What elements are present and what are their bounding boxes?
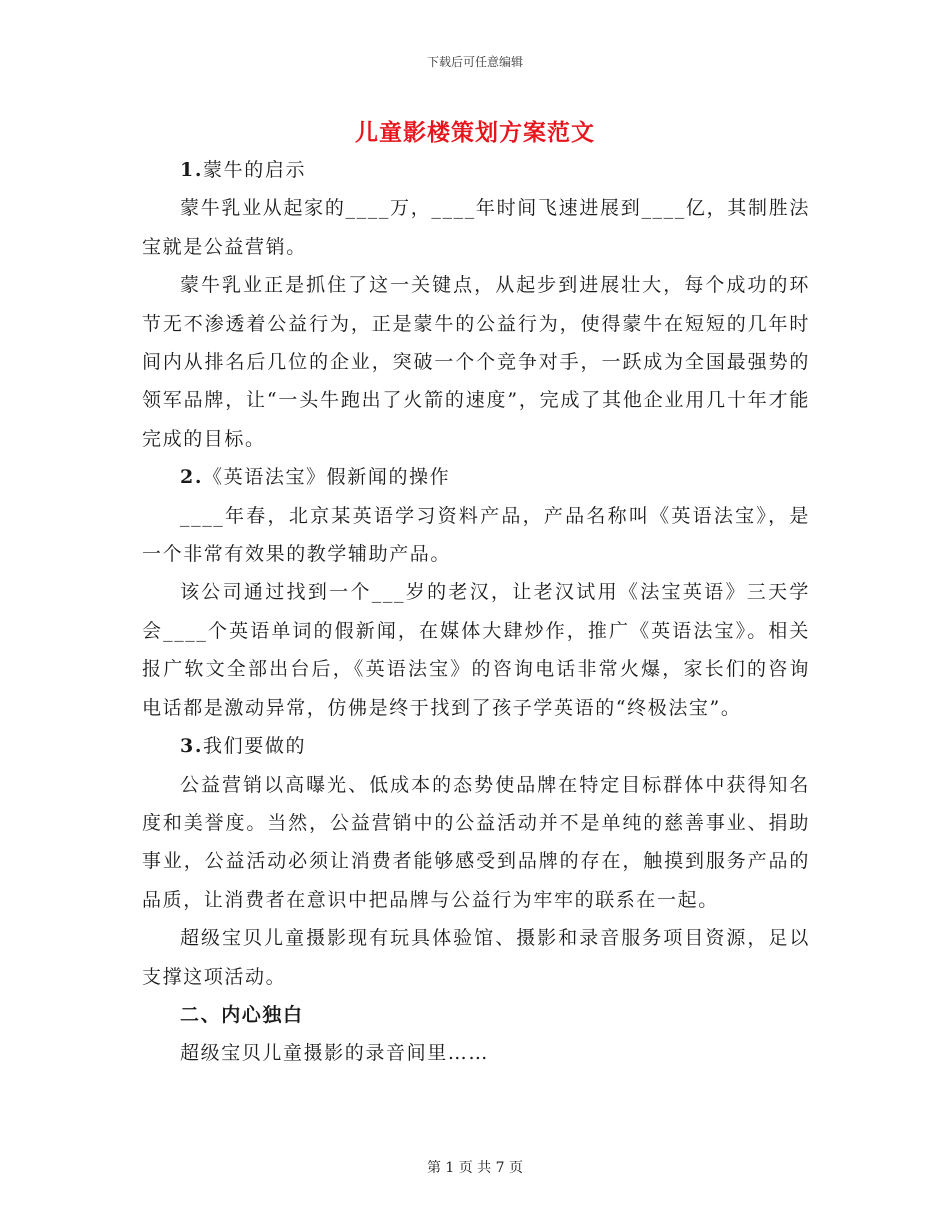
document-body [142,151,810,1073]
paragraph-5: 公益营销以高曝光、低成本的态势使品牌在特定目标群体中获得知名度和美誉度。当然，公益营销中的公益活动并不是单纯的慈善事业、捐助事业，公益活动必须让消费者能够感受到品牌的存在，触摸到服务产品的品质，让消费者在意识中把品牌与公益行为牢牢的联系在一起。 [142,773,810,911]
document-title: 儿童影楼策划方案范文 [355,119,595,146]
page-footer: 第 1 页 共 7 页 [426,1160,524,1176]
subheading-inner-monologue: 二、内心独白 [180,1003,304,1026]
section-2-heading [142,458,810,496]
paragraph-1: 蒙牛乳业从起家的____万，____年时间飞速进展到____亿，其制胜法宝就是公益营销。 [142,197,810,258]
section-1-heading [142,151,810,189]
section-3-heading [142,727,810,765]
section-2-number: 2. [180,466,204,489]
paragraph-7: 超级宝贝儿童摄影的录音间里…… [180,1042,490,1065]
paragraph-2: 蒙牛乳业正是抓住了这一关键点，从起步到进展壮大，每个成功的环节无不渗透着公益行为，正是蒙牛的公益行为，使得蒙牛在短短的几年时间内从排名后几位的企业，突破一个个竞争对手，一跃成为全国最强势的领军品牌，让“一头牛跑出了火箭的速度”，完成了其他企业用几十年才能完成的目标。 [142,274,810,450]
paragraph-6: 超级宝贝儿童摄影现有玩具体验馆、摄影和录音服务项目资源，足以支撑这项活动。 [142,927,810,988]
section-2-title: 《英语法宝》假新闻的操作 [203,466,451,489]
paragraph-4: 该公司通过找到一个___岁的老汉，让老汉试用《法宝英语》三天学会____个英语单词的假新闻，在媒体大肆炒作，推广《英语法宝》。相关报广软文全部出台后，《英语法宝》的咨询电话非常火爆，家长们的咨询电话都是激动异常，仿佛是终于找到了孩子学英语的“终极法宝”。 [142,581,810,719]
page-header: 下载后可任意编辑 [426,55,523,69]
section-3-title: 我们要做的 [203,735,307,758]
section-1-number: 1. [180,159,204,181]
paragraph-3: ____年春，北京某英语学习资料产品，产品名称叫《英语法宝》，是一个非常有效果的教学辅助产品。 [142,504,810,566]
section-1-title: 蒙牛的启示 [203,159,307,181]
section-3-number: 3. [180,735,204,758]
